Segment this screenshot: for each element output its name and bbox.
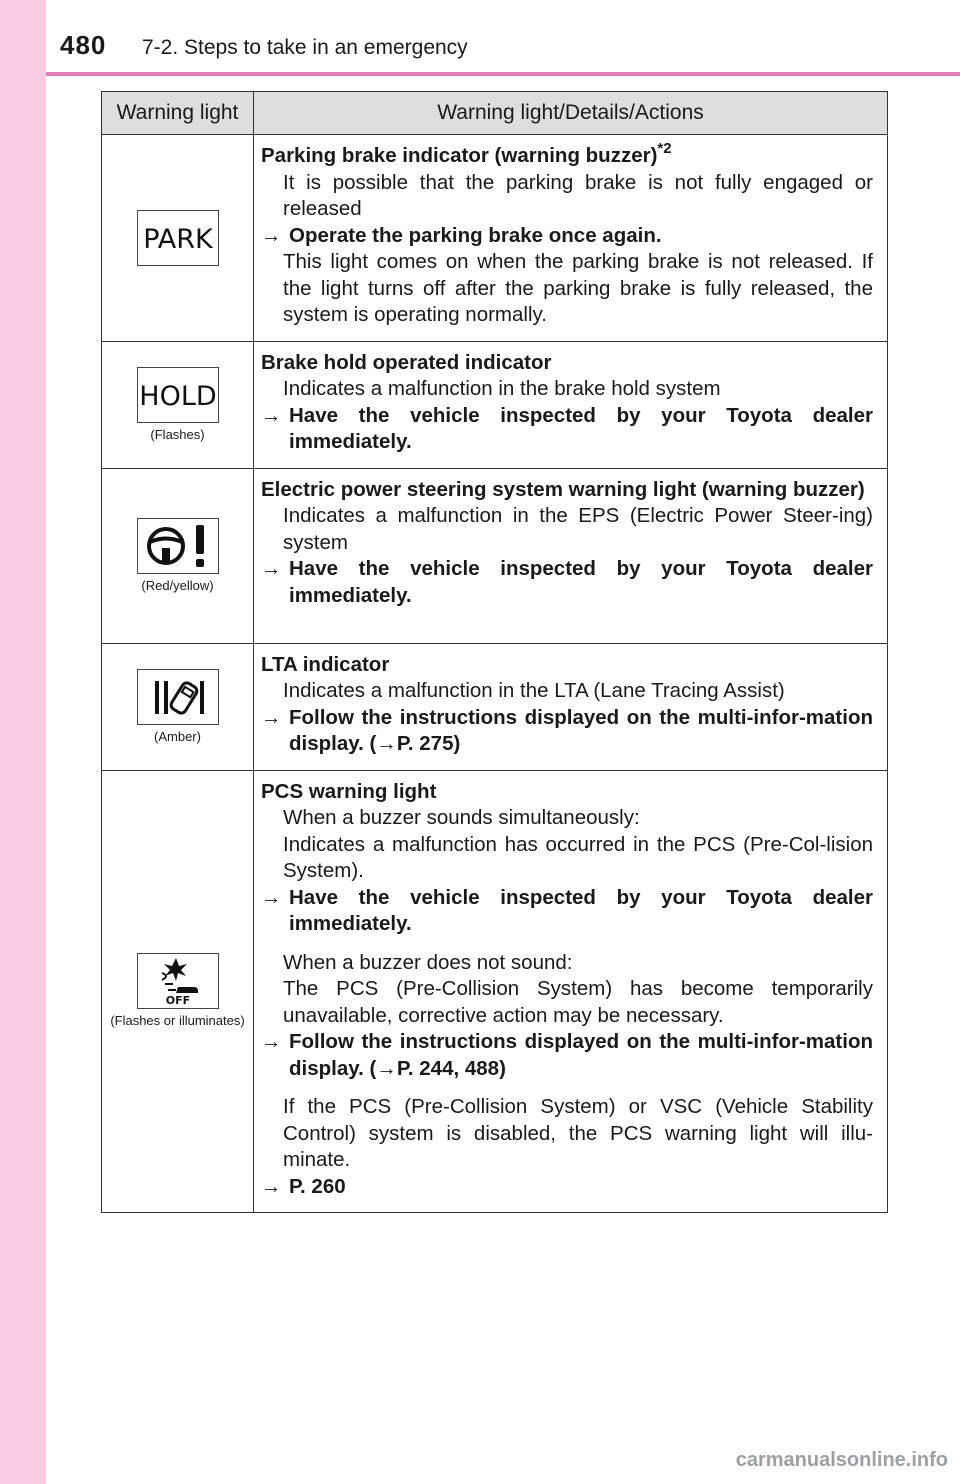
inline-arrow-icon: → <box>376 1056 397 1080</box>
condition-text: When a buzzer does not sound: <box>283 950 573 974</box>
description-text: The PCS (Pre-Collision System) has become temporarily unavailable, corrective action may be necessary. <box>283 977 873 1027</box>
details-cell <box>254 770 888 1213</box>
pcs-warning-icon <box>137 953 219 1009</box>
condition-text: When a buzzer sounds simultaneously: <box>283 806 640 829</box>
table-row <box>102 468 888 643</box>
action-text: Have the vehicle inspected by your Toyota dealer immediately. <box>289 885 873 935</box>
details-cell <box>254 341 888 468</box>
page-reference: P. 244, 488) <box>396 1056 506 1080</box>
arrow-icon: → <box>261 223 282 247</box>
arrow-icon: → <box>261 705 282 729</box>
icon-cell <box>102 341 254 468</box>
note-text: If the PCS (Pre-Collision System) or VSC (Vehicle Stability Control) system is disabled, the PCS warning light will illu-minate. <box>283 1095 873 1171</box>
page-number: 480 <box>60 30 107 60</box>
action-text: Operate the parking brake once again. <box>289 223 662 247</box>
row-title: PCS warning light <box>261 779 437 803</box>
inline-arrow-icon: → <box>376 732 397 755</box>
description-text: Indicates a malfunction in the LTA (Lane Tracing Assist) <box>283 679 785 702</box>
action-text <box>289 1029 873 1082</box>
row-title: LTA indicator <box>261 652 390 676</box>
table-row <box>102 643 888 770</box>
icon-caption: (Flashes or illuminates) <box>110 1013 245 1029</box>
action-item <box>261 1029 873 1082</box>
table-header-row <box>102 92 888 135</box>
action-text-part: Follow the instructions displayed on the multi-infor-mation display. ( <box>289 1030 873 1080</box>
arrow-icon: → <box>261 557 282 580</box>
table-row <box>102 770 888 1213</box>
column-header-warning-light: Warning light <box>102 92 254 135</box>
icon-cell <box>102 643 254 770</box>
row-title <box>261 140 873 170</box>
description-text: Indicates a malfunction in the EPS (Electric Power Steer-ing) system <box>283 504 873 554</box>
side-color-strip <box>0 0 46 1484</box>
arrow-icon: → <box>261 1174 282 1198</box>
page-header <box>46 0 960 72</box>
action-text: Have the vehicle inspected by your Toyota dealer immediately. <box>289 557 873 607</box>
table-row <box>102 135 888 342</box>
details-cell <box>254 468 888 643</box>
park-indicator-icon <box>137 210 219 266</box>
lta-indicator-icon <box>137 669 219 725</box>
steering-warning-icon <box>137 518 219 574</box>
description-text: Indicates a malfunction in the brake hold system <box>283 377 721 400</box>
action-text: Have the vehicle inspected by your Toyota dealer immediately. <box>289 403 873 453</box>
hold-indicator-icon <box>137 367 219 423</box>
pcs-icon-text: OFF <box>165 994 190 1007</box>
action-item <box>261 705 873 758</box>
arrow-icon: → <box>261 885 282 909</box>
arrow-icon: → <box>261 1030 282 1053</box>
action-item <box>261 556 873 609</box>
section-title: 7-2. Steps to take in an emergency <box>142 36 468 59</box>
page-reference: P. 275) <box>396 732 461 755</box>
header-divider <box>46 72 960 76</box>
arrow-icon: → <box>261 403 282 427</box>
action-item <box>261 885 873 938</box>
note-text: This light comes on when the parking brake is not released. If the light turns off after the parking brake is fully released, the system is operating normally. <box>283 250 873 326</box>
icon-cell <box>102 770 254 1213</box>
footnote-marker: *2 <box>657 140 672 157</box>
icon-cell <box>102 135 254 342</box>
icon-cell <box>102 468 254 643</box>
description-text: Indicates a malfunction has occurred in the PCS (Pre-Col-lision System). <box>283 832 873 882</box>
table-row <box>102 341 888 468</box>
icon-caption: (Flashes) <box>150 426 205 442</box>
watermark-text: carmanualsonline.info <box>735 1449 948 1471</box>
action-item <box>261 403 873 456</box>
column-header-details: Warning light/Details/Actions <box>254 92 888 135</box>
warning-light-table <box>101 91 888 1213</box>
action-item <box>261 1174 873 1201</box>
row-title-text: Parking brake indicator (warning buzzer) <box>261 144 658 167</box>
icon-caption: (Red/yellow) <box>141 577 214 593</box>
row-title: Brake hold operated indicator <box>261 350 552 374</box>
details-cell <box>254 643 888 770</box>
details-cell <box>254 135 888 342</box>
action-text-part: Follow the instructions displayed on the multi-infor-mation display. ( <box>289 705 873 755</box>
icon-caption: (Amber) <box>154 728 201 744</box>
hold-icon-text: HOLD <box>138 380 217 412</box>
description-text: It is possible that the parking brake is not fully engaged or released <box>283 170 873 220</box>
park-icon-text: PARK <box>142 223 213 255</box>
page-reference: P. 260 <box>289 1174 346 1198</box>
action-text <box>289 705 873 758</box>
action-item <box>261 223 873 250</box>
row-title: Electric power steering system warning light (warning buzzer) <box>261 477 865 501</box>
